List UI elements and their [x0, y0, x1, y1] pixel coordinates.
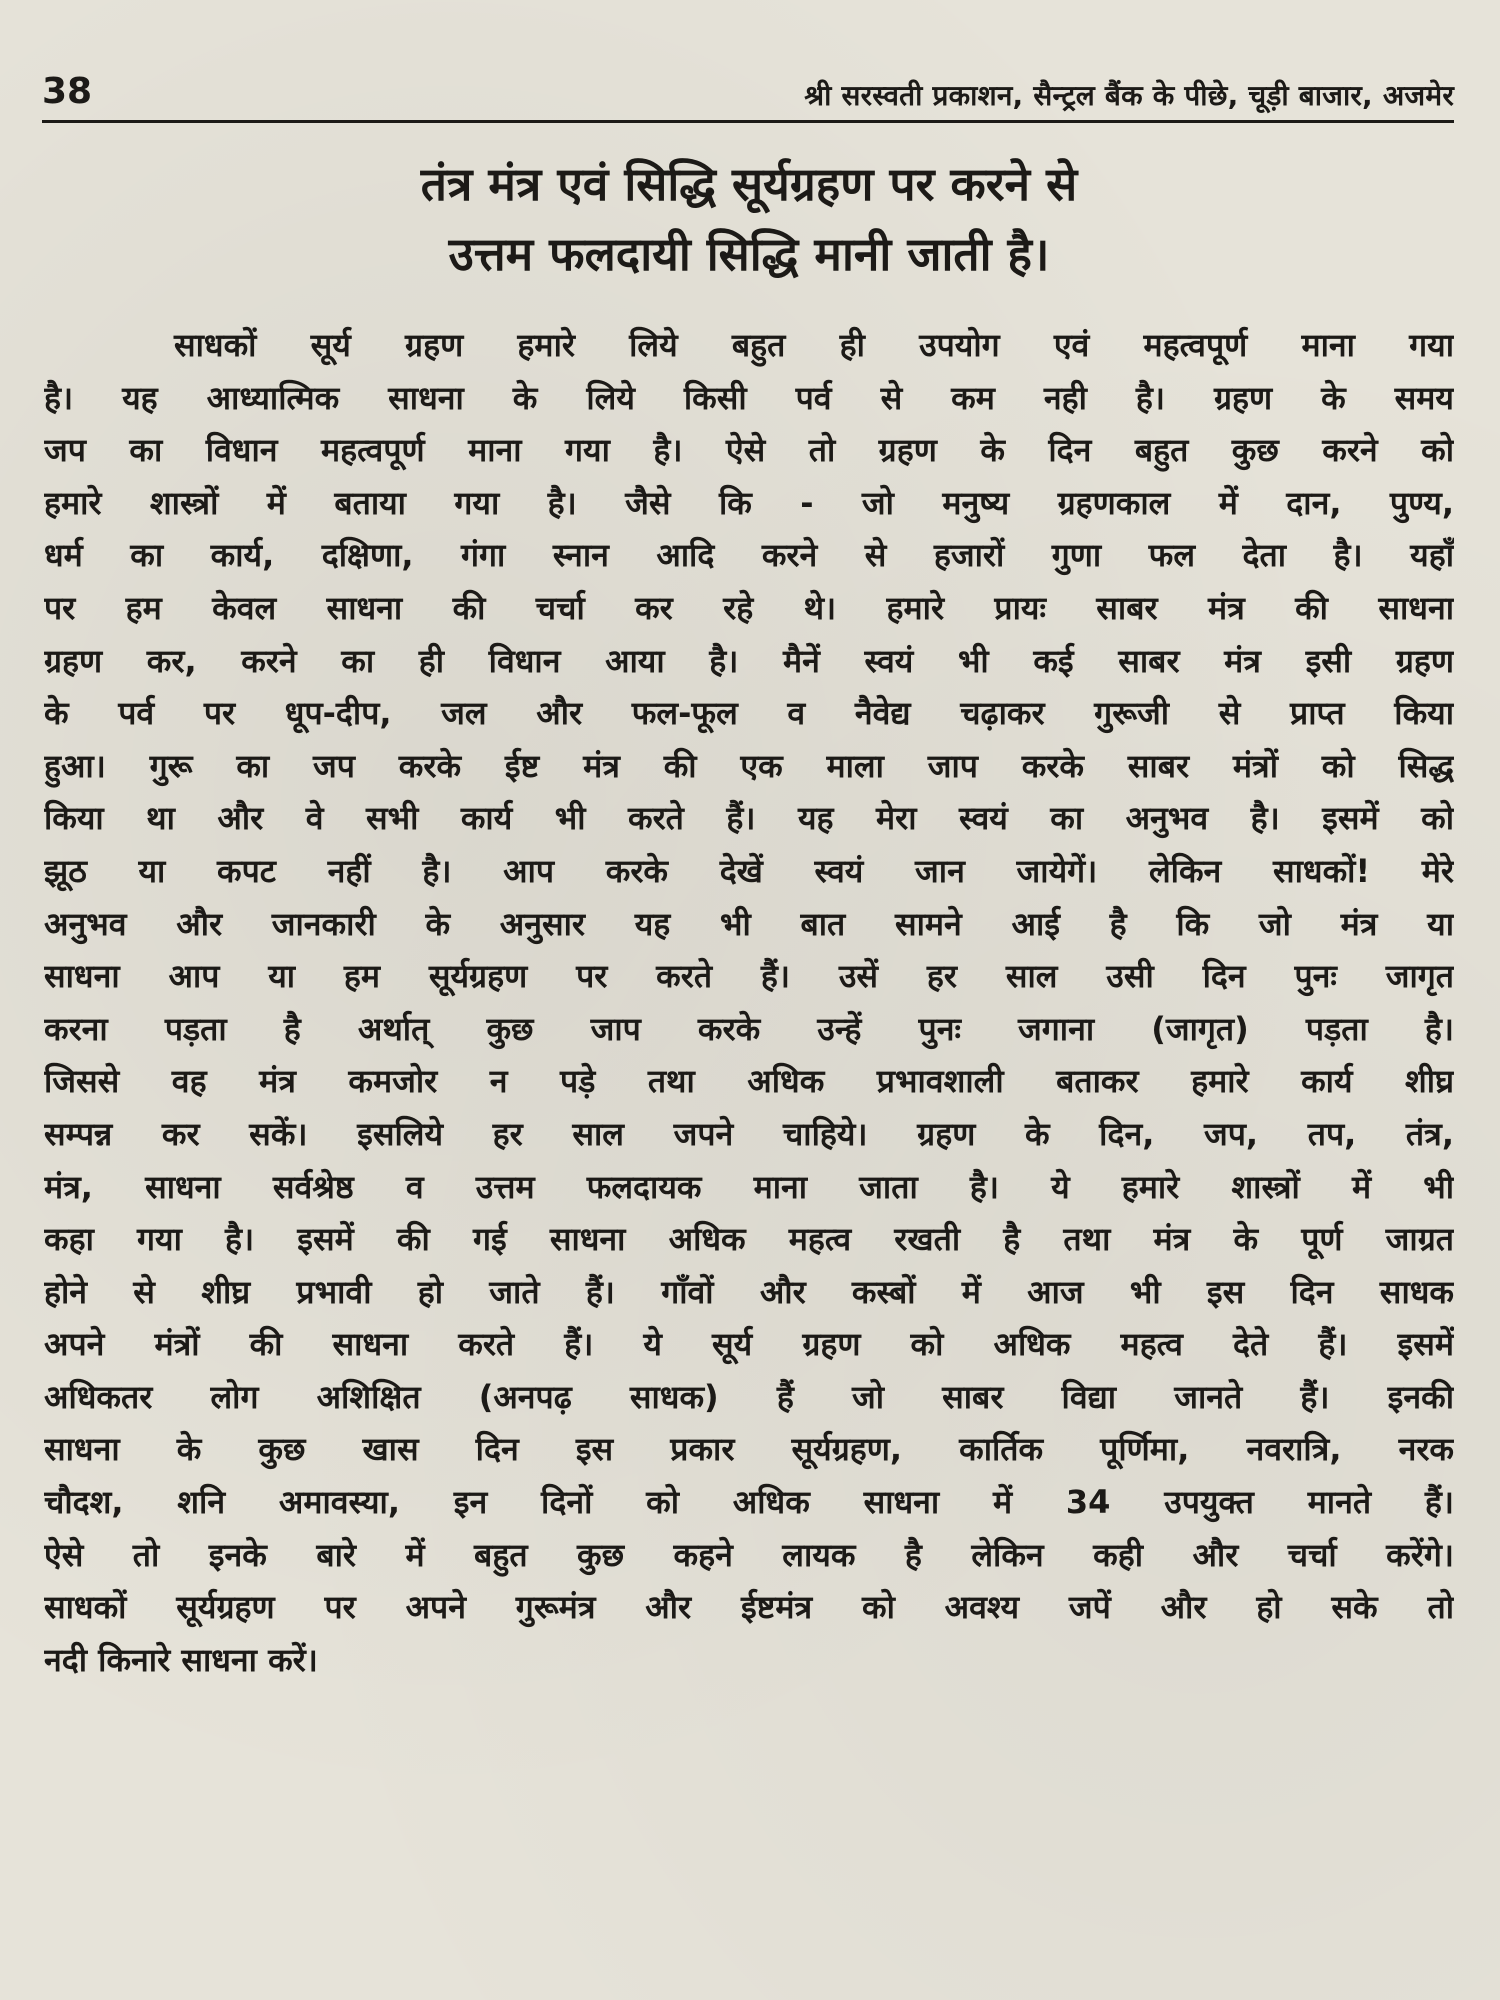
body-line: अनुभव और जानकारी के अनुसार यह भी बात सामने आई है कि जो मंत्र या: [44, 904, 1454, 943]
header-rule: [42, 120, 1454, 123]
body-line: पर हम केवल साधना की चर्चा कर रहे थे। हमारे प्रायः साबर मंत्र की साधना: [44, 588, 1454, 627]
chapter-title-line-2: उत्तम फलदायी सिद्धि मानी जाती है।: [448, 227, 1050, 281]
body-paragraph: [38, 319, 1460, 1686]
body-line: कहा गया है। इसमें की गई साधना अधिक महत्व रखती है तथा मंत्र के पूर्ण जाग्रत: [44, 1220, 1454, 1259]
body-line: हमारे शास्त्रों में बताया गया है। जैसे कि - जो मनुष्य ग्रहणकाल में दान, पुण्य,: [44, 483, 1454, 522]
body-line: ऐसे तो इनके बारे में बहुत कुछ कहने लायक है लेकिन कही और चर्चा करेंगे।: [44, 1535, 1454, 1574]
body-line: अपने मंत्रों की साधना करते हैं। ये सूर्य ग्रहण को अधिक महत्व देते हैं। इसमें: [44, 1325, 1454, 1364]
body-line: के पर्व पर धूप-दीप, जल और फल-फूल व नैवेद्य चढ़ाकर गुरूजी से प्राप्त किया: [44, 694, 1454, 733]
body-line: साधना के कुछ खास दिन इस प्रकार सूर्यग्रहण, कार्तिक पूर्णिमा, नवरात्रि, नरक: [44, 1430, 1454, 1469]
running-head: श्री सरस्वती प्रकाशन, सैन्ट्रल बैंक के पीछे, चूड़ी बाजार, अजमेर: [804, 79, 1454, 112]
body-line: किया था और वे सभी कार्य भी करते हैं। यह मेरा स्वयं का अनुभव है। इसमें को: [44, 799, 1454, 838]
body-line: ग्रहण कर, करने का ही विधान आया है। मैनें स्वयं भी कई साबर मंत्र इसी ग्रहण: [44, 641, 1454, 680]
body-line: जप का विधान महत्वपूर्ण माना गया है। ऐसे तो ग्रहण के दिन बहुत कुछ करने को: [44, 431, 1454, 470]
body-line: साधकों सूर्यग्रहण पर अपने गुरूमंत्र और ईष्टमंत्र को अवश्य जपें और हो सके तो: [44, 1588, 1454, 1627]
body-line: जिससे वह मंत्र कमजोर न पड़े तथा अधिक प्रभावशाली बताकर हमारे कार्य शीघ्र: [44, 1062, 1454, 1101]
body-line: चौदश, शनि अमावस्या, इन दिनों को अधिक साधना में 34 उपयुक्त मानते हैं।: [44, 1483, 1454, 1522]
body-line: अधिकतर लोग अशिक्षित (अनपढ़ साधक) हैं जो साबर विद्या जानते हैं। इनकी: [44, 1377, 1454, 1416]
body-line: है। यह आध्यात्मिक साधना के लिये किसी पर्व से कम नही है। ग्रहण के समय: [44, 378, 1454, 417]
body-line: साधना आप या हम सूर्यग्रहण पर करते हैं। उसें हर साल उसी दिन पुनः जागृत: [44, 957, 1454, 996]
body-line: नदी किनारे साधना करें।: [44, 1640, 318, 1679]
chapter-title-line-1: तंत्र मंत्र एवं सिद्धि सूर्यग्रहण पर करने से: [420, 157, 1078, 211]
body-line: झूठ या कपट नहीं है। आप करके देखें स्वयं जान जायेगें। लेकिन साधकों! मेरे: [44, 851, 1454, 890]
page-header: [38, 52, 1460, 110]
body-line: हुआ। गुरू का जप करके ईष्ट मंत्र की एक माला जाप करके साबर मंत्रों को सिद्ध: [44, 746, 1454, 785]
body-line: होने से शीघ्र प्रभावी हो जाते हैं। गाँवों और कस्बों में आज भी इस दिन साधक: [44, 1272, 1454, 1311]
body-line: साधकों सूर्य ग्रहण हमारे लिये बहुत ही उपयोग एवं महत्वपूर्ण माना गया: [174, 326, 1454, 364]
body-line: करना पड़ता है अर्थात् कुछ जाप करके उन्हें पुनः जगाना (जागृत) पड़ता है।: [44, 1009, 1454, 1048]
body-line: धर्म का कार्य, दक्षिणा, गंगा स्नान आदि करने से हजारों गुणा फल देता है। यहाँ: [44, 536, 1454, 575]
chapter-title: [38, 149, 1460, 289]
page-number: 38: [42, 71, 93, 112]
body-line: सम्पन्न कर सकें। इसलिये हर साल जपने चाहिये। ग्रहण के दिन, जप, तप, तंत्र,: [44, 1114, 1454, 1153]
body-line: मंत्र, साधना सर्वश्रेष्ठ व उत्तम फलदायक माना जाता है। ये हमारे शास्त्रों में भी: [44, 1167, 1454, 1206]
